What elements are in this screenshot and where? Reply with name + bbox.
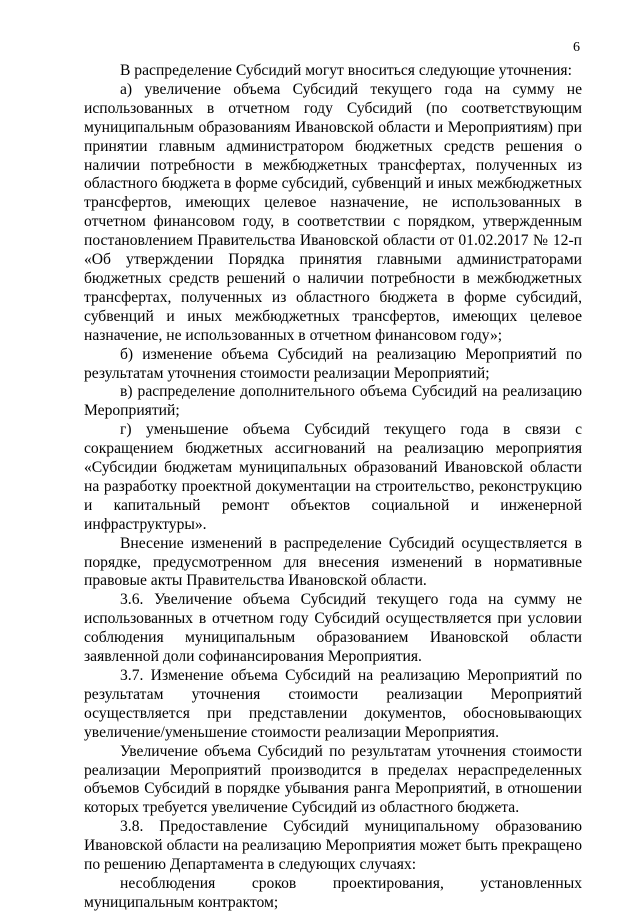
paragraph-item-a: а) увеличение объема Субсидий текущего года на сумму не использованных в отчетном году Субсидий (по соответствующим муниципальным образованиям Ивановской области и Мероприятиям) при принятии главным администратором бюджетных средств решения о наличии потребности в межбюджетных трансфертах, полученных из областного бюджета в форме субсидий, субвенций и иных межбюджетных трансфертов, имеющих целевое назначение, не использованных в отчетном финансовом году, в соответствии с порядком, утвержденным постановлением Правительства Ивановской области от 01.02.2017 № 12-п «Об утверждении Порядка принятия главными администраторами бюджетных средств решений о наличии потребности в межбюджетных трансфертах, полученных из областного бюджета в форме субсидий, субвенций и иных межбюджетных трансфертов, имеющих целевое назначение, не использованных в отчетном финансовом году»; — [84, 80, 582, 344]
paragraph-3-7: 3.7. Изменение объема Субсидий на реализацию Мероприятий по результатам уточнения стоимости реализации Мероприятий осуществляется при представлении документов, обосновывающих увеличение/уменьшение стоимости реализации Мероприятия. — [84, 667, 582, 741]
paragraph-item-g: г) уменьшение объема Субсидий текущего года в связи с сокращением бюджетных ассигнований на реализацию мероприятия «Субсидии бюджетам муниципальных образований Ивановской области на разработку проектной документации на строительство, реконструкцию и капитальный ремонт объектов социальной и инженерной инфраструктуры». — [84, 421, 582, 533]
document-body — [84, 62, 582, 913]
paragraph-item-v: в) распределение дополнительного объема Субсидий на реализацию Мероприятий; — [84, 383, 582, 420]
page-number: 6 — [573, 40, 580, 55]
paragraph-noncompliance: несоблюдения сроков проектирования, установленных муниципальным контрактом; — [84, 874, 582, 911]
paragraph-item-b: б) изменение объема Субсидий на реализацию Мероприятий по результатам уточнения стоимости реализации Мероприятий; — [84, 345, 582, 382]
paragraph-increase: Увеличение объема Субсидий по результатам уточнения стоимости реализации Мероприятий производится в пределах нераспределенных объемов Субсидий в порядке убывания ранга Мероприятий, в отношении которых требуется увеличение Субсидий из областного бюджета. — [84, 742, 582, 817]
paragraph-3-8: 3.8. Предоставление Субсидий муниципальному образованию Ивановской области на реализацию Мероприятия может быть прекращено по решению Департамента в следующих случаях: — [84, 818, 582, 874]
paragraph-amendments: Внесение изменений в распределение Субсидий осуществляется в порядке, предусмотренном для внесения изменений в нормативные правовые акты Правительства Ивановской области. — [84, 534, 582, 590]
paragraph-3-6: 3.6. Увеличение объема Субсидий текущего года на сумму не использованных в отчетном году Субсидий осуществляется при условии соблюдения муниципальным образованием Ивановской области заявленной доли софинансирования Мероприятия. — [84, 591, 582, 666]
paragraph-intro: В распределение Субсидий могут вноситься следующие уточнения: — [120, 62, 572, 79]
